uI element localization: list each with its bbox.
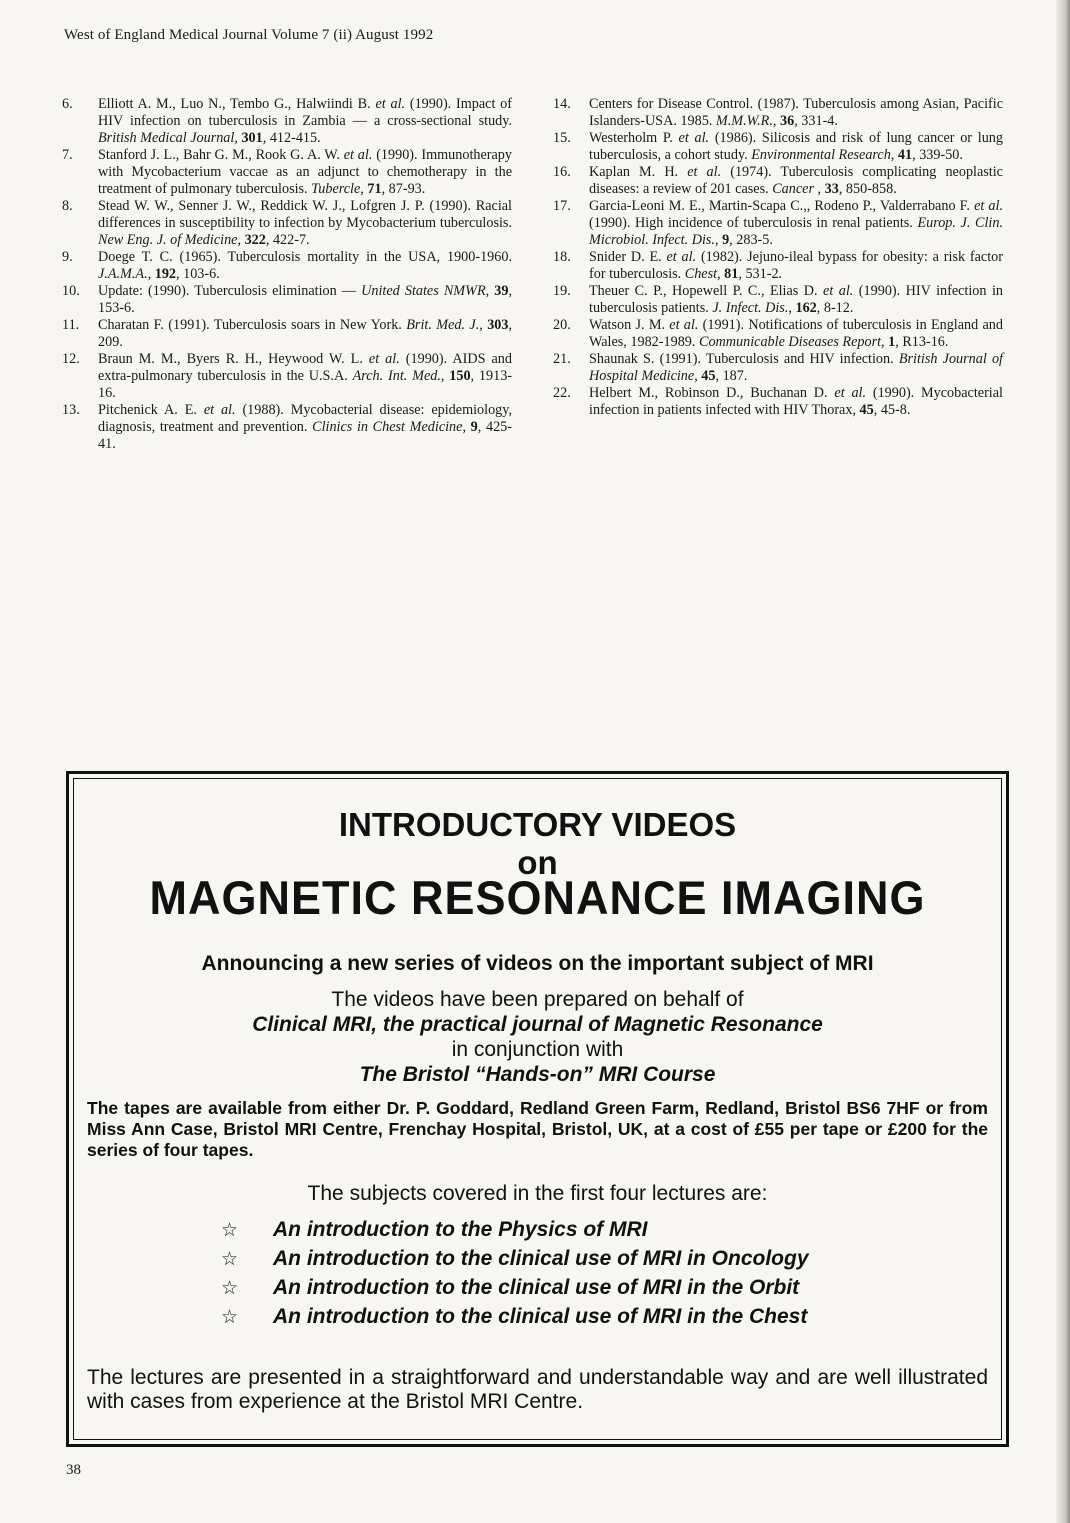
reference-item (553, 385, 1003, 419)
reference-text: Stanford J. L., Bahr G. M., Rook G. A. W. et al. (1990). Immunotherapy with Mycobacterium vaccae as an adjunct to chemotherapy in the treatment of pulmonary tuberculosis. Tubercle, 71, 87-93. (98, 147, 512, 197)
reference-text: Elliott A. M., Luo N., Tembo G., Halwiindi B. et al. (1990). Impact of HIV infection on tuberculosis in Zambia — a cross-sectional study. British Medical Journal, 301, 412-415. (98, 96, 512, 146)
reference-number: 6. (62, 96, 73, 112)
advert-availability: The tapes are available from either Dr. P. Goddard, Redland Green Farm, Redland, Bristol BS6 7HF or from Miss Ann Case, Bristol MRI Centre, Frenchay Hospital, Bristol, UK, at a cost of £55 per tape or £200 for the series of four tapes. (87, 1098, 988, 1160)
reference-number: 10. (62, 283, 80, 299)
list-item (221, 1218, 986, 1247)
reference-item (62, 351, 512, 402)
advert-conjunction: in conjunction with (451, 1038, 624, 1061)
reference-text: Pitchenick A. E. et al. (1988). Mycobacterial disease: epidemiology, diagnosis, treatment and prevention. Clinics in Chest Medicine, 9, 425-41. (98, 402, 512, 452)
advert-course-name: The Bristol “Hands-on” MRI Course (359, 1063, 716, 1086)
reference-number: 17. (553, 198, 571, 214)
reference-item (62, 317, 512, 351)
reference-text: Braun M. M., Byers R. H., Heywood W. L. et al. (1990). AIDS and extra-pulmonary tuberculosis in the U.S.A. Arch. Int. Med., 150, 1913-16. (98, 351, 513, 401)
reference-item (553, 164, 1003, 198)
reference-item (553, 317, 1003, 351)
star-bullet-icon: ☆ (221, 1220, 239, 1241)
reference-number: 16. (553, 164, 571, 180)
reference-number: 13. (62, 402, 80, 418)
reference-number: 20. (553, 317, 571, 333)
advert-title-line-2: on (517, 844, 558, 881)
reference-text: Garcia-Leoni M. E., Martin-Scapa C.,, Rodeno P., Valderrabano F. et al. (1990). High incidence of tuberculosis in renal patients. Europ. J. Clin. Microbiol. Infect. Dis., 9, 283-5. (589, 198, 1003, 248)
reference-text: Snider D. E. et al. (1982). Jejuno-ileal bypass for obesity: a risk factor for tuberculosis. Chest, 81, 531-2. (589, 249, 1003, 282)
advert-announcement: Announcing a new series of videos on the important subject of MRI (201, 952, 874, 975)
subject-label: An introduction to the Physics of MRI (273, 1218, 648, 1241)
subject-label: An introduction to the clinical use of MRI in Oncology (273, 1247, 809, 1270)
page-edge-shadow (1056, 0, 1070, 1523)
running-head: West of England Medical Journal Volume 7 (ii) August 1992 (64, 27, 434, 43)
subject-label: An introduction to the clinical use of MRI in the Chest (273, 1305, 808, 1328)
advert-prepared-intro: The videos have been prepared on behalf of (331, 988, 744, 1011)
reference-number: 9. (62, 249, 73, 265)
reference-item (62, 283, 512, 317)
star-bullet-icon: ☆ (221, 1249, 239, 1270)
reference-number: 22. (553, 385, 571, 401)
reference-text: Centers for Disease Control. (1987). Tuberculosis among Asian, Pacific Islanders-USA. 1985. M.M.W.R., 36, 331-4. (589, 96, 1003, 129)
references-left-column (62, 96, 512, 453)
reference-item (553, 249, 1003, 283)
reference-number: 14. (553, 96, 571, 112)
reference-number: 12. (62, 351, 80, 367)
advert-title-line-1: INTRODUCTORY VIDEOS (338, 806, 737, 843)
reference-text: Update: (1990). Tuberculosis elimination — United States NMWR, 39, 153-6. (98, 283, 513, 316)
advert-title-line-3: MAGNETIC RESONANCE IMAGING (149, 870, 926, 925)
reference-number: 19. (553, 283, 571, 299)
reference-text: Helbert M., Robinson D., Buchanan D. et al. (1990). Mycobacterial infection in patients infected with HIV Thorax, 45, 45-8. (589, 385, 1003, 418)
reference-number: 18. (553, 249, 571, 265)
reference-number: 7. (62, 147, 73, 163)
advert-box (66, 771, 1009, 1447)
reference-text: Theuer C. P., Hopewell P. C., Elias D. et al. (1990). HIV infection in tuberculosis patients. J. Infect. Dis., 162, 8-12. (589, 283, 1003, 316)
page-number: 38 (66, 1462, 81, 1478)
list-item (221, 1305, 986, 1334)
reference-item (62, 96, 512, 147)
reference-text: Westerholm P. et al. (1986). Silicosis and risk of lung cancer or lung tuberculosis, a cohort study. Environmental Research, 41, 339-50. (589, 130, 1003, 163)
reference-item (553, 351, 1003, 385)
references-right-column (553, 96, 1003, 419)
advert-journal-name: Clinical MRI, the practical journal of Magnetic Resonance (252, 1013, 823, 1036)
reference-item (62, 402, 512, 453)
reference-text: Charatan F. (1991). Tuberculosis soars in New York. Brit. Med. J., 303, 209. (98, 317, 513, 350)
reference-item (553, 283, 1003, 317)
reference-item (62, 147, 512, 198)
reference-item (62, 198, 512, 249)
reference-item (553, 130, 1003, 164)
reference-text: Watson J. M. et al. (1991). Notifications of tuberculosis in England and Wales, 1982-1989. Communicable Diseases Report, 1, R13-16. (589, 317, 1003, 350)
reference-text: Kaplan M. H. et al. (1974). Tuberculosis complicating neoplastic diseases: a review of 201 cases. Cancer , 33, 850-858. (589, 164, 1003, 197)
reference-text: Doege T. C. (1965). Tuberculosis mortality in the USA, 1900-1960. J.A.M.A., 192, 103-6. (98, 249, 512, 282)
reference-item (62, 249, 512, 283)
subject-label: An introduction to the clinical use of MRI in the Orbit (273, 1276, 800, 1299)
reference-number: 11. (62, 317, 80, 333)
advert-content (69, 774, 1006, 1444)
list-item (221, 1276, 986, 1305)
reference-item (553, 96, 1003, 130)
list-item (221, 1247, 986, 1276)
reference-item (553, 198, 1003, 249)
advert-subjects-list (221, 1218, 986, 1334)
star-bullet-icon: ☆ (221, 1307, 239, 1328)
advert-closing: The lectures are presented in a straightforward and understandable way and are well illustrated with cases from experience at the Bristol MRI Centre. (87, 1366, 988, 1413)
reference-text: Shaunak S. (1991). Tuberculosis and HIV infection. British Journal of Hospital Medicine, 45, 187. (589, 351, 1003, 384)
star-bullet-icon: ☆ (221, 1278, 239, 1299)
reference-number: 8. (62, 198, 73, 214)
reference-text: Stead W. W., Senner J. W., Reddick W. J., Lofgren J. P. (1990). Racial differences in susceptibility to infection by Mycobacterium tuberculosis. New Eng. J. of Medicine, 322, 422-7. (98, 198, 512, 248)
reference-number: 21. (553, 351, 571, 367)
advert-subjects-intro: The subjects covered in the first four lectures are: (307, 1182, 768, 1205)
reference-number: 15. (553, 130, 571, 146)
